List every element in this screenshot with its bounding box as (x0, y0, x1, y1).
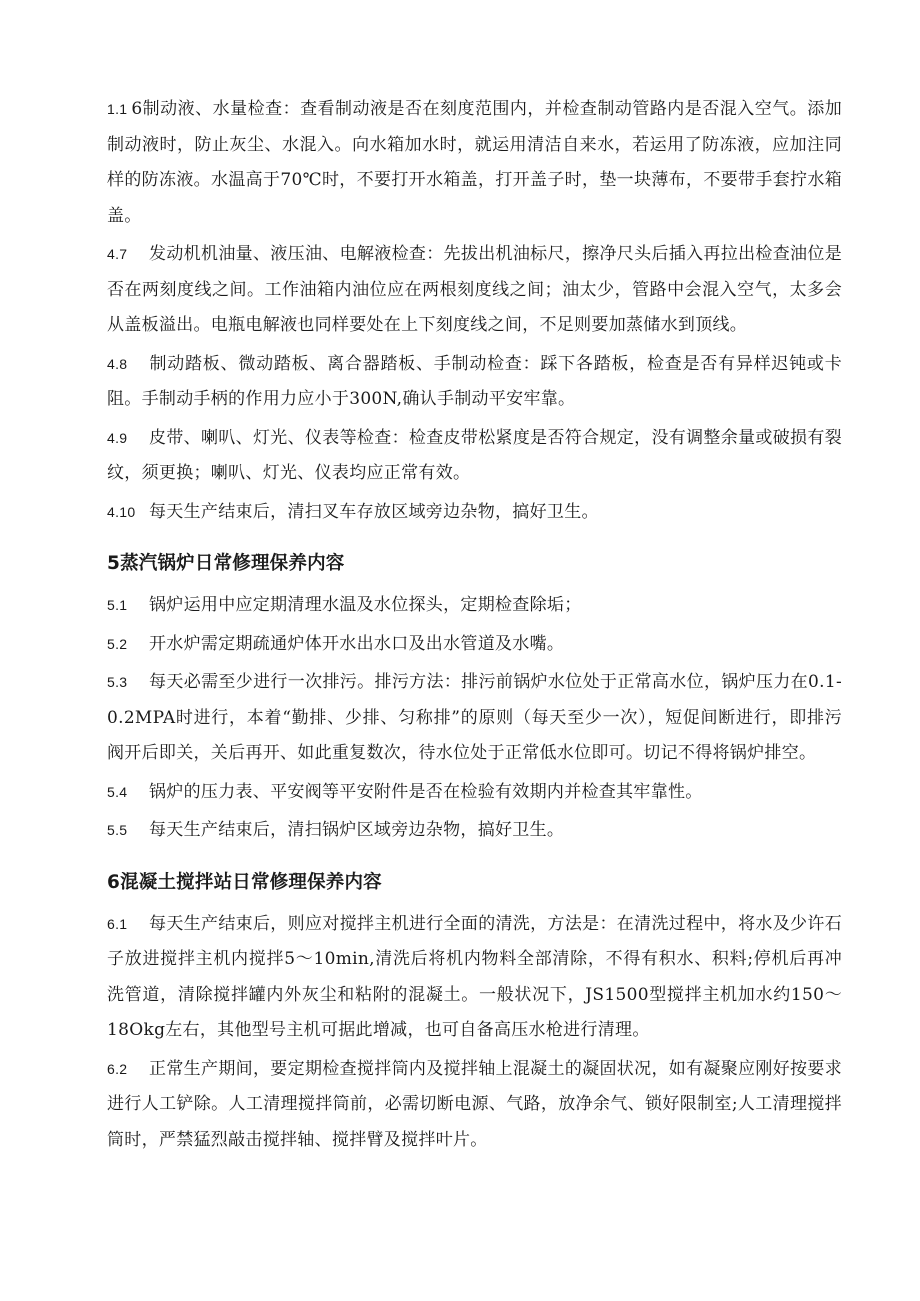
paragraph-number: 5.3 (107, 674, 128, 690)
paragraph-5-1 (107, 588, 842, 624)
paragraph-number: 4.8 (107, 355, 128, 372)
paragraph-text: 正常生产期间，要定期检查搅拌筒内及搅拌轴上混凝土的凝固状况，如有凝聚应刚好按要求进行人工铲除。人工清理搅拌筒前，必需切断电源、气路，放净余气、锁好限制室;人工清理搅拌筒时，严禁猛烈敲击搅拌轴、搅拌臂及搅拌叶片。 (107, 1058, 842, 1150)
section-heading-6: 6混凝土搅拌站日常修理保养内容 (107, 871, 382, 893)
paragraph-text: 每天生产结束后，则应对搅拌主机进行全面的清洗，方法是：在清洗过程中，将水及少许石子放进搅拌主机内搅拌5～10min,清洗后将机内物料全部清除，不得有积水、积料;停机后再冲洗管道，清除搅拌罐内外灰尘和粘附的混凝土。一般状况下，JS1500型搅拌主机加水约150～18Okg左右，其他型号主机可据此增减，也可自备高压水枪进行清理。 (107, 913, 842, 1040)
paragraph-number: 4.7 (107, 246, 128, 262)
paragraph-text: 每天必需至少进行一次排污。排污方法：排污前锅炉水位处于正常高水位，锅炉压力在0.1-0.2MPA时进行，本着“勤排、少排、匀称排”的原则（每天至少一次），短促间断进行，即排污阀开后即关，关后再开、如此重复数次，待水位处于正常低水位即可。切记不得将锅炉排空。 (107, 672, 842, 763)
paragraph-text: 每天生产结束后，清扫锅炉区域旁边杂物，搞好卫生。 (149, 820, 565, 840)
paragraph-4-10 (107, 495, 842, 531)
paragraph-text: 锅炉的压力表、平安阀等平安附件是否在检验有效期内并检查其牢靠性。 (149, 781, 703, 802)
paragraph-number: 5.4 (107, 783, 128, 800)
paragraph-text: 开水炉需定期疏通炉体开水出水口及出水管道及水嘴。 (149, 633, 565, 654)
paragraph-number: 4.10 (107, 503, 136, 520)
paragraph-6-1 (107, 907, 842, 1049)
paragraph-5-5 (107, 813, 842, 849)
paragraph-text: 皮带、喇叭、灯光、仪表等检查：检查皮带松紧度是否符合规定，没有调整余量或破损有裂纹，须更换；喇叭、灯光、仪表均应正常有效。 (107, 427, 842, 483)
paragraph-5-4 (107, 775, 842, 811)
paragraph-6-2 (107, 1052, 842, 1159)
paragraph-number: 6.1 (107, 915, 128, 932)
paragraph-text: 6制动液、水量检查：查看制动液是否在刻度范围内，并检查制动管路内是否混入空气。添加制动液时，防止灰尘、水混入。向水箱加水时，就运用清洁自来水，若运用了防冻液，应加注同样的防冻液。水温高于70℃时，不要打开水箱盖，打开盖子时，垫一块薄布，不要带手套拧水箱盖。 (107, 99, 842, 226)
paragraph-number: 5.5 (107, 822, 128, 838)
paragraph-text: 发动机机油量、液压油、电解液检查：先拔出机油标尺，擦净尺头后插入再拉出检查油位是否在两刻度线之间。工作油箱内油位应在两根刻度线之间；油太少，管路中会混入空气，太多会从盖板溢出。电瓶电解液也同样要处在上下刻度线之间，不足则要加蒸储水到顶线。 (107, 244, 842, 335)
paragraph-text: 制动踏板、微动踏板、离合器踏板、手制动检查：踩下各踏板，检查是否有异样迟钝或卡阻。手制动手柄的作用力应小于300N,确认手制动平安牢靠。 (107, 353, 842, 409)
paragraph-number: 5.1 (107, 597, 128, 613)
paragraph-number: 6.2 (107, 1060, 128, 1077)
paragraph-4-8 (107, 347, 842, 418)
paragraph-5-3 (107, 665, 842, 772)
paragraph-4-7 (107, 237, 842, 344)
paragraph-text: 每天生产结束后，清扫叉车存放区域旁边杂物，搞好卫生。 (149, 501, 599, 522)
paragraph-number: 1.1 (107, 101, 128, 117)
paragraph-1-1 (107, 92, 842, 234)
document-page (107, 92, 842, 1161)
paragraph-number: 5.2 (107, 635, 128, 652)
section-heading-5: 5蒸汽锅炉日常修理保养内容 (107, 553, 345, 574)
paragraph-5-2 (107, 627, 842, 663)
paragraph-text: 锅炉运用中应定期清理水温及水位探头，定期检查除垢； (149, 595, 582, 615)
paragraph-4-9 (107, 421, 842, 492)
paragraph-number: 4.9 (107, 429, 128, 446)
